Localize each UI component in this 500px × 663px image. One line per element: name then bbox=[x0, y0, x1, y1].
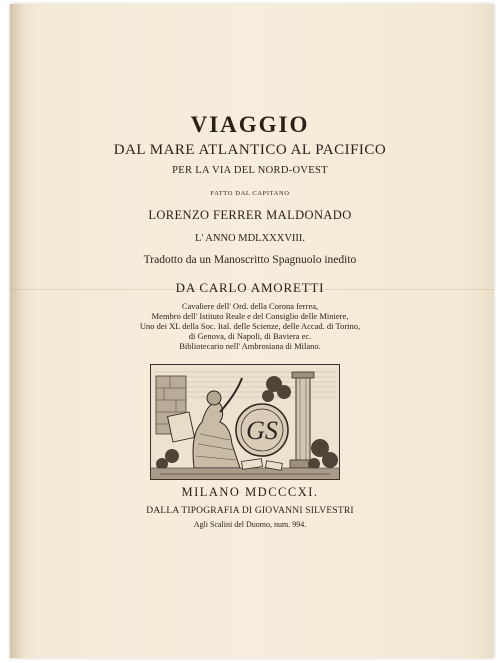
vignette-monogram: GS bbox=[246, 416, 278, 445]
byline: FATTO DAL CAPITANO bbox=[210, 190, 290, 197]
imprint-place-date: MILANO MDCCCXI. bbox=[181, 485, 319, 499]
imprint-printer: DALLA TIPOGRAFIA DI GIOVANNI SILVESTRI bbox=[146, 506, 354, 516]
book-title: VIAGGIO bbox=[190, 112, 310, 137]
credential-line: Bibliotecario nell' Ambrosiana di Milano. bbox=[179, 341, 321, 351]
printer-device-engraving-icon bbox=[150, 364, 340, 480]
voyage-year: L' ANNO MDLXXXVIII. bbox=[194, 233, 306, 244]
credential-line: Cavaliere dell' Ord. della Corona ferrea, bbox=[181, 301, 319, 311]
author-name: LORENZO FERRER MALDONADO bbox=[148, 208, 352, 222]
credential-line: Membro dell' Istituto Reale e del Consiglio delle Miniere, bbox=[151, 311, 349, 321]
translator-name: DA CARLO AMORETTI bbox=[175, 280, 325, 295]
credential-line: di Genova, di Napoli, di Baviera ec. bbox=[188, 331, 312, 341]
imprint-address: Agli Scalini del Duomo, num. 994. bbox=[193, 520, 307, 529]
book-subtitle: DAL MARE ATLANTICO AL PACIFICO bbox=[113, 142, 387, 158]
book-route: PER LA VIA DEL NORD-OVEST bbox=[172, 165, 328, 176]
translation-note: Tradotto da un Manoscritto Spagnuolo inedito bbox=[143, 254, 357, 266]
credential-line: Uno dei XL della Soc. Ital. delle Scienze, delle Accad. di Torino, bbox=[139, 321, 361, 331]
